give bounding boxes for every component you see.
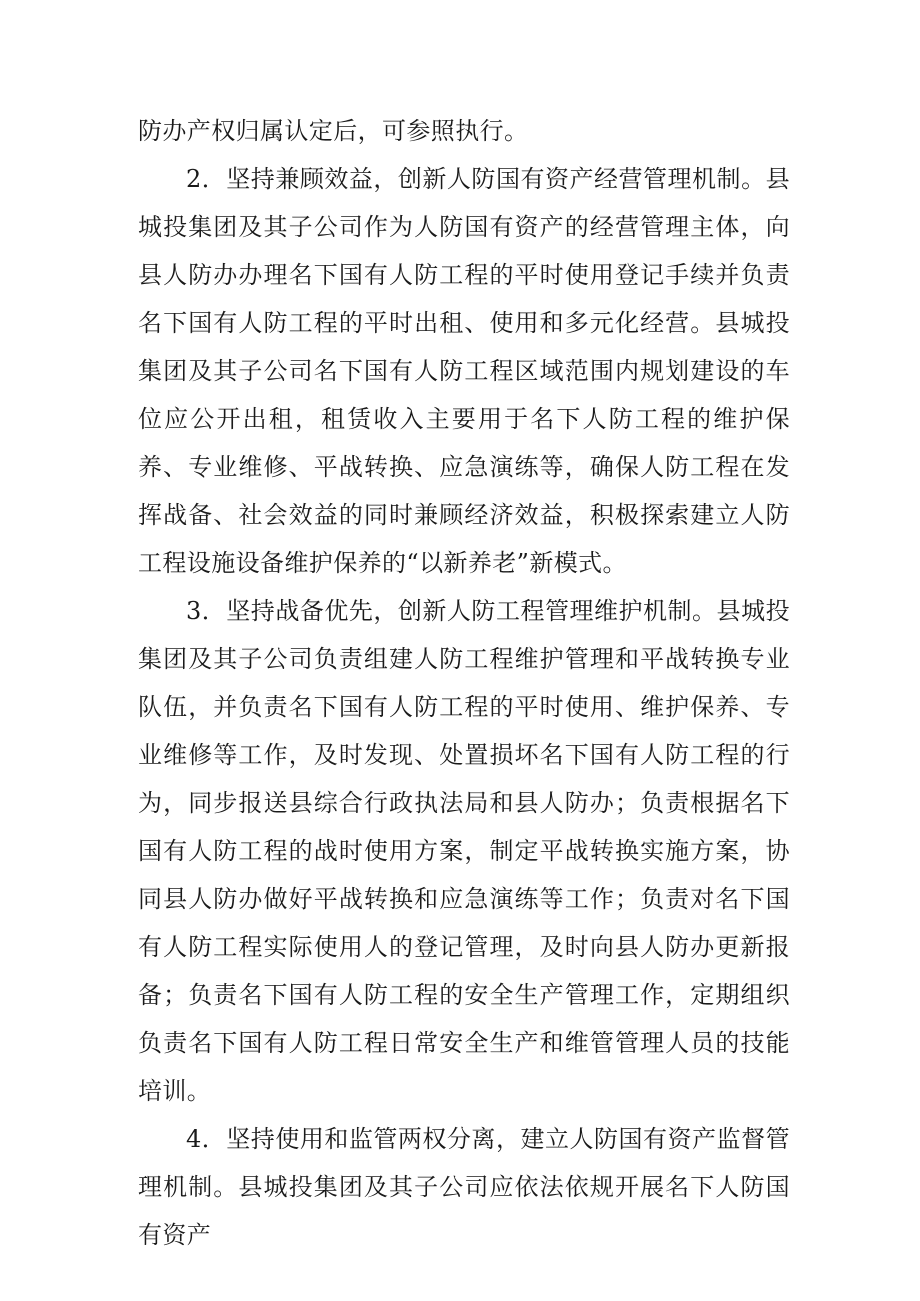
paragraph-item-4: 4．坚持使用和监管两权分离，建立人防国有资产监督管理机制。县城投集团及其子公司应依法依规开展名下人防国有资产 bbox=[138, 1125, 790, 1249]
paragraph-item-2: 2．坚持兼顾效益，创新人防国有资产经营管理机制。县城投集团及其子公司作为人防国有资产的经营管理主体，向县人防办办理名下国有人防工程的平时使用登记手续并负责名下国有人防工程的平时出租、使用和多元化经营。县城投集团及其子公司名下国有人防工程区域范围内规划建设的车位应公开出租，租赁收入主要用于名下人防工程的维护保养、专业维修、平战转换、应急演练等，确保人防工程在发挥战备、社会效益的同时兼顾经济效益，积极探索建立人防工程设施设备维护保养的“以新养老”新模式。 bbox=[138, 165, 790, 577]
paragraph-continuation: 防办产权归属认定后，可参照执行。 bbox=[138, 117, 529, 145]
document-body bbox=[138, 107, 790, 1259]
paragraph-item-3: 3．坚持战备优先，创新人防工程管理维护机制。县城投集团及其子公司负责组建人防工程维护管理和平战转换专业队伍，并负责名下国有人防工程的平时使用、维护保养、专业维修等工作，及时发现、处置损坏名下国有人防工程的行为，同步报送县综合行政执法局和县人防办；负责根据名下国有人防工程的战时使用方案，制定平战转换实施方案，协同县人防办做好平战转换和应急演练等工作；负责对名下国有人防工程实际使用人的登记管理，及时向县人防办更新报备；负责名下国有人防工程的安全生产管理工作，定期组织负责名下国有人防工程日常安全生产和维管管理人员的技能培训。 bbox=[138, 597, 790, 1105]
